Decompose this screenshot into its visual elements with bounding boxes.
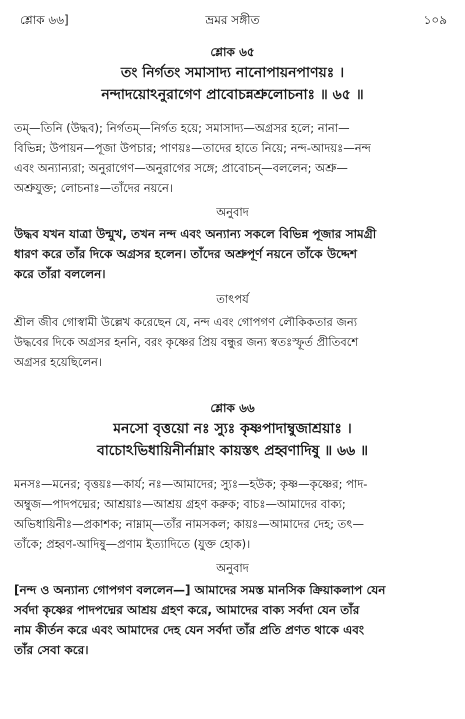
purport-line: শ্রীল জীব গোস্বামী উল্লেখ করেছেন যে, নন্দ এবং গোপগণ লৌকিকতার জন্য (14, 315, 358, 329)
translation-line: তাঁর সেবা করে। (14, 643, 89, 657)
verse-66-synonyms (14, 474, 451, 554)
verse-66-translation-title: অনুবাদ (216, 561, 249, 575)
translation-line: ধারণ করে তাঁর দিকে অগ্রসর হলেন। তাঁদের অশ্রুপূর্ণ নয়নে তাঁকে উদ্দেশ (14, 247, 357, 261)
verse-65-translation-title: অনুবাদ (216, 205, 249, 219)
verse-65-purport (14, 312, 451, 372)
synonyms-line: তম্—তিনি (উদ্ধব); নির্গতম্—নির্গত হয়ে; সমাসাদ্য—অগ্রসর হলে; নানা— (14, 121, 350, 135)
translation-line: উদ্ধব যখন যাত্রা উন্মুখ, তখন নন্দ এবং অন্যান্য সকলে বিভিন্ন পূজার সামগ্রী (14, 227, 377, 241)
translation-line: সর্বদা কৃষ্ণের পাদপদ্মের আশ্রয় গ্রহণ করে, আমাদের বাক্য সর্বদা যেন তাঁর (14, 603, 360, 617)
synonyms-line: অশ্রুযুক্ত; লোচনাঃ—তাঁদের নয়নে। (14, 181, 174, 195)
header-chapter-title: ভ্রমর সঙ্গীত (205, 13, 260, 27)
synonyms-line: তাঁকে; প্রহ্বণ-আদিষু—প্রণাম ইত্যাদিতে (যুক্ত হোক)। (14, 537, 251, 551)
synonyms-line: অম্বুজ—পাদপদ্মের; আশ্রয়াঃ—আশ্রয় গ্রহণ করুক; বাচঃ—আমাদের বাক্য; (14, 497, 346, 511)
verse-65-synonyms (14, 118, 451, 198)
verse-65-heading: শ্লোক ৬৫ (210, 45, 255, 59)
running-header (14, 12, 451, 30)
verse-65-text (14, 62, 451, 106)
verse-66-line-2: বাচোঽভিধায়িনীর্নাম্নাং কায়স্তৎ প্রহ্বণাদিষু ॥ ৬৬ ॥ (96, 443, 369, 459)
translation-line: নাম কীর্তন করে এবং আমাদের দেহ যেন সর্বদা তাঁর প্রতি প্রণত থাকে এবং (14, 623, 365, 637)
synonyms-line: এবং অন্যান্যরা; অনুরাগেণ—অনুরাগের সঙ্গে; প্রাবোচন্—বললেন; অশ্রু— (14, 161, 348, 175)
header-verse-ref: শ্লোক ৬৬] (20, 13, 69, 27)
verse-65-line-2: নন্দাদয়োঽনুরাগেণ প্রাবোচন্নশ্রুলোচনাঃ ॥ ৬৫ ॥ (101, 87, 364, 103)
translation-line: [নন্দ ও অন্যান্য গোপগণ বললেন—] আমাদের সমস্ত মানসিক ক্রিয়াকলাপ যেন (14, 583, 386, 597)
verse-66-translation (14, 580, 451, 660)
verse-66-line-1: মনসো বৃত্তয়ো নঃ স্যুঃ কৃষ্ণপাদাম্বুজাশ্রয়াঃ । (113, 421, 352, 437)
page-number: ১০৯ (423, 13, 447, 27)
synonyms-line: অভিধায়িনীঃ—প্রকাশক; নাম্নাম্—তাঁর নামসকল; কায়ঃ—আমাদের দেহ; তৎ— (14, 517, 364, 531)
purport-line: অগ্রসর হয়েছিলেন। (14, 355, 103, 369)
verse-66-heading: শ্লোক ৬৬ (210, 401, 255, 415)
purport-line: উদ্ধবের দিকে অগ্রসর হননি, বরং কৃষ্ণের প্রিয় বন্ধুর জন্য স্বতঃস্ফূর্ত প্রীতিবশে (14, 335, 359, 349)
verse-65-translation (14, 224, 451, 284)
verse-65-purport-title: তাৎপর্য (216, 292, 249, 306)
verse-66-text (14, 418, 451, 462)
verse-65-line-1: তং নির্গতং সমাসাদ্য নানোপায়নপাণয়ঃ । (120, 65, 345, 81)
translation-line: করে তাঁরা বললেন। (14, 267, 106, 281)
synonyms-line: বিভিন্ন; উপায়ন—পূজা উপচার; পাণয়ঃ—তাদের হাতে নিয়ে; নন্দ-আদয়ঃ—নন্দ (14, 141, 371, 155)
synonyms-line: মনসঃ—মনের; বৃত্তয়ঃ—কার্য; নঃ—আমাদের; স্যুঃ—হউক; কৃষ্ণ—কৃষ্ণের; পাদ- (14, 477, 368, 491)
